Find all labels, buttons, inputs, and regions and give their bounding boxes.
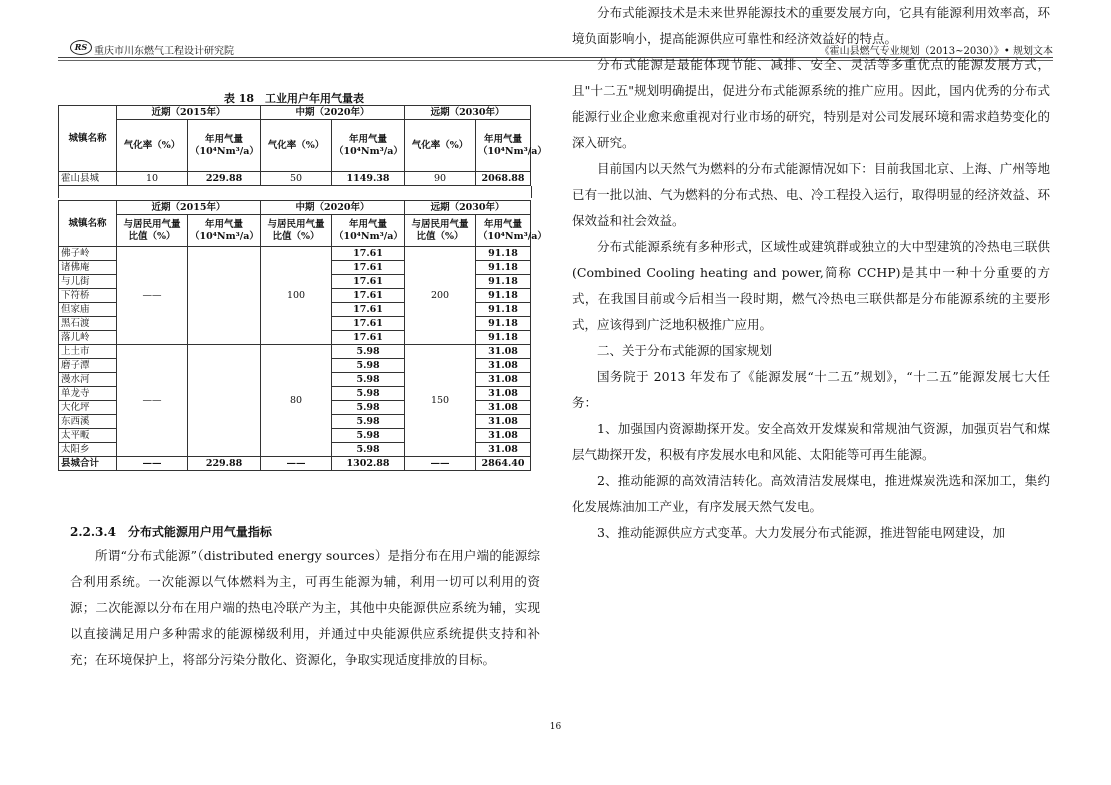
cell: 31.08 — [476, 401, 531, 415]
cell: 17.61 — [332, 261, 405, 275]
town-group-2 — [59, 345, 531, 457]
cell: 5.98 — [332, 443, 405, 457]
cell — [188, 345, 261, 457]
cell: —— — [261, 457, 332, 471]
paragraph: 分布式能源是最能体现节能、减排、安全、灵活等多重优点的能源发展方式，且"十二五"规划明确提出，促进分布式能源系统的推广应用。因此，国内优秀的分布式能源行业企业愈来愈重视对行业市场的研究，特别是对公司发展环境和需求趋势变化的深入研究。 — [572, 57, 1050, 150]
cell: 91.18 — [476, 261, 531, 275]
table-spacer — [58, 186, 532, 198]
sub-gas-header: 年用气量（10⁴Nm³/a） — [188, 120, 261, 172]
industrial-gas-table-county — [58, 105, 547, 186]
section-heading: 2.2.3.4 分布式能源用户用气量指标 — [70, 525, 272, 539]
cell: 17.61 — [332, 247, 405, 261]
sub-gas-header: 年用气量（10⁴Nm³/a） — [476, 120, 531, 172]
total-label: 县城合计 — [59, 457, 117, 471]
cell: 5.98 — [332, 415, 405, 429]
cell: 5.98 — [332, 387, 405, 401]
sub-ratio-header: 与居民用气量比值（%） — [405, 215, 476, 247]
col-town-header: 城镇名称 — [59, 106, 117, 172]
cell: 91.18 — [476, 317, 531, 331]
cell: 17.61 — [332, 289, 405, 303]
cell: 太阳乡 — [59, 443, 117, 457]
cell: —— — [117, 457, 188, 471]
cell: 17.61 — [332, 317, 405, 331]
cell: 太平畈 — [59, 429, 117, 443]
cell: 磨子潭 — [59, 359, 117, 373]
cell: 31.08 — [476, 387, 531, 401]
cell: 落儿岭 — [59, 331, 117, 345]
institute-logo: RS — [70, 40, 92, 55]
cell: 大化坪 — [59, 401, 117, 415]
cell: 100 — [261, 247, 332, 345]
cell: 31.08 — [476, 373, 531, 387]
cell: 17.61 — [332, 275, 405, 289]
sub-gas-header: 年用气量（10⁴Nm³/a） — [332, 120, 405, 172]
total-row — [59, 457, 531, 471]
cell — [188, 247, 261, 345]
cell: 诸佛庵 — [59, 261, 117, 275]
cell: 50 — [261, 172, 332, 186]
sub-rate-header: 气化率（%） — [261, 120, 332, 172]
cell: 1302.88 — [332, 457, 405, 471]
cell: 上土市 — [59, 345, 117, 359]
cell: 17.61 — [332, 303, 405, 317]
paragraph: 目前国内以天然气为燃料的分布式能源情况如下：目前我国北京、上海、广州等地已有一批以油、气为燃料的分布式热、电、冷工程投入运行，取得明显的经济效益、环保效益和社会效益。 — [572, 161, 1050, 228]
cell: 150 — [405, 345, 476, 457]
cell: 单龙寺 — [59, 387, 117, 401]
paragraph: 分布式能源技术是未来世界能源技术的重要发展方向，它具有能源利用效率高，环境负面影响小，提高能源供应可靠性和经济效益好的特点。 — [572, 5, 1050, 46]
table-row — [59, 172, 531, 186]
paragraph: 国务院于 2013 年发布了《能源发展“十二五”规划》，“十二五”能源发展七大任务： — [572, 369, 1050, 410]
sub-ratio-header: 与居民用气量比值（%） — [117, 215, 188, 247]
cell: 漫水河 — [59, 373, 117, 387]
cell: 229.88 — [188, 457, 261, 471]
cell: 91.18 — [476, 275, 531, 289]
period-far-header: 远期（2030年） — [405, 106, 531, 120]
sub-rate-header: 气化率（%） — [117, 120, 188, 172]
table-caption: 表 18 工业用户年用气量表 — [223, 92, 365, 105]
cell: 5.98 — [332, 359, 405, 373]
sub-rate-header: 气化率（%） — [405, 120, 476, 172]
header-document-title: 《霍山县燃气专业规划（2013~2030）》• 规划文本 — [819, 46, 1053, 57]
sub-gas-header: 年用气量（10⁴Nm³/a） — [332, 215, 405, 247]
cell: 东西溪 — [59, 415, 117, 429]
period-far-header: 远期（2030年） — [405, 201, 531, 215]
sub-gas-header: 年用气量（10⁴Nm³/a） — [188, 215, 261, 247]
cell: 91.18 — [476, 331, 531, 345]
header-organization: 重庆市川东燃气工程设计研究院 — [94, 46, 234, 57]
cell: —— — [405, 457, 476, 471]
subheading: 二、关于分布式能源的国家规划 — [597, 343, 773, 358]
paragraph: 2、推动能源的高效清洁转化。高效清洁发展煤电，推进煤炭洗选和深加工，集约化发展炼油加工产业，有序发展天然气发电。 — [572, 473, 1050, 514]
cell: 10 — [117, 172, 188, 186]
cell: 31.08 — [476, 415, 531, 429]
cell: 5.98 — [332, 429, 405, 443]
town-group-1 — [59, 247, 531, 345]
cell: 31.08 — [476, 345, 531, 359]
cell: 1149.38 — [332, 172, 405, 186]
page-number: 16 — [549, 722, 562, 732]
cell: 31.08 — [476, 429, 531, 443]
cell: 91.18 — [476, 289, 531, 303]
cell: 下符桥 — [59, 289, 117, 303]
cell: 200 — [405, 247, 476, 345]
paragraph: 3、推动能源供应方式变革。大力发展分布式能源，推进智能电网建设，加 — [597, 525, 1005, 540]
cell: 31.08 — [476, 443, 531, 457]
town-name: 霍山县城 — [59, 172, 117, 186]
sub-ratio-header: 与居民用气量比值（%） — [261, 215, 332, 247]
cell: 31.08 — [476, 359, 531, 373]
cell: 229.88 — [188, 172, 261, 186]
right-column — [572, 0, 1050, 546]
cell: 与儿街 — [59, 275, 117, 289]
cell: 5.98 — [332, 373, 405, 387]
paragraph: 1、加强国内资源勘探开发。安全高效开发煤炭和常规油气资源，加强页岩气和煤层气勘探开发，积极有序发展水电和风能、太阳能等可再生能源。 — [572, 421, 1050, 462]
table-row — [59, 345, 531, 359]
cell: 90 — [405, 172, 476, 186]
industrial-gas-table-towns — [58, 200, 547, 471]
sub-gas-header: 年用气量（10⁴Nm³/a） — [476, 215, 531, 247]
cell: —— — [117, 247, 188, 345]
cell: 黑石渡 — [59, 317, 117, 331]
cell: 80 — [261, 345, 332, 457]
cell: 91.18 — [476, 247, 531, 261]
cell: 5.98 — [332, 345, 405, 359]
left-paragraph: 所谓“分布式能源”（distributed energy sources）是指分布在用户端的能源综合利用系统。一次能源以气体燃料为主，可再生能源为辅，利用一切可以利用的资源；二次能源以分布在用户端的热电冷联产为主，其他中央能源供应系统为辅，实现以直接满足用户多种需求的能源梯级利用，并通过中央能源供应系统提供支持和补充；在环境保护上，将部分污染分散化、资源化，争取实现适度排放的目标。 — [70, 548, 540, 667]
cell: 2864.40 — [476, 457, 531, 471]
paragraph: 分布式能源系统有多种形式，区域性或建筑群或独立的大中型建筑的冷热电三联供(Combined Cooling heating and power,简称 CCHP)是其中一种十分重要的方式，在我国目前或今后相当一段时期，燃气冷热电三联供都是分布能源系统的主要形式，应该得到广泛地积极推广应用。 — [572, 239, 1050, 332]
period-near-header: 近期（2015年） — [117, 106, 261, 120]
cell: —— — [117, 345, 188, 457]
cell: 91.18 — [476, 303, 531, 317]
cell: 但家庙 — [59, 303, 117, 317]
cell: 佛子岭 — [59, 247, 117, 261]
cell: 2068.88 — [476, 172, 531, 186]
period-mid-header: 中期（2020年） — [261, 106, 405, 120]
col-town-header: 城镇名称 — [59, 201, 117, 247]
cell: 17.61 — [332, 331, 405, 345]
period-mid-header: 中期（2020年） — [261, 201, 405, 215]
period-near-header: 近期（2015年） — [117, 201, 261, 215]
cell: 5.98 — [332, 401, 405, 415]
table-row — [59, 247, 531, 261]
